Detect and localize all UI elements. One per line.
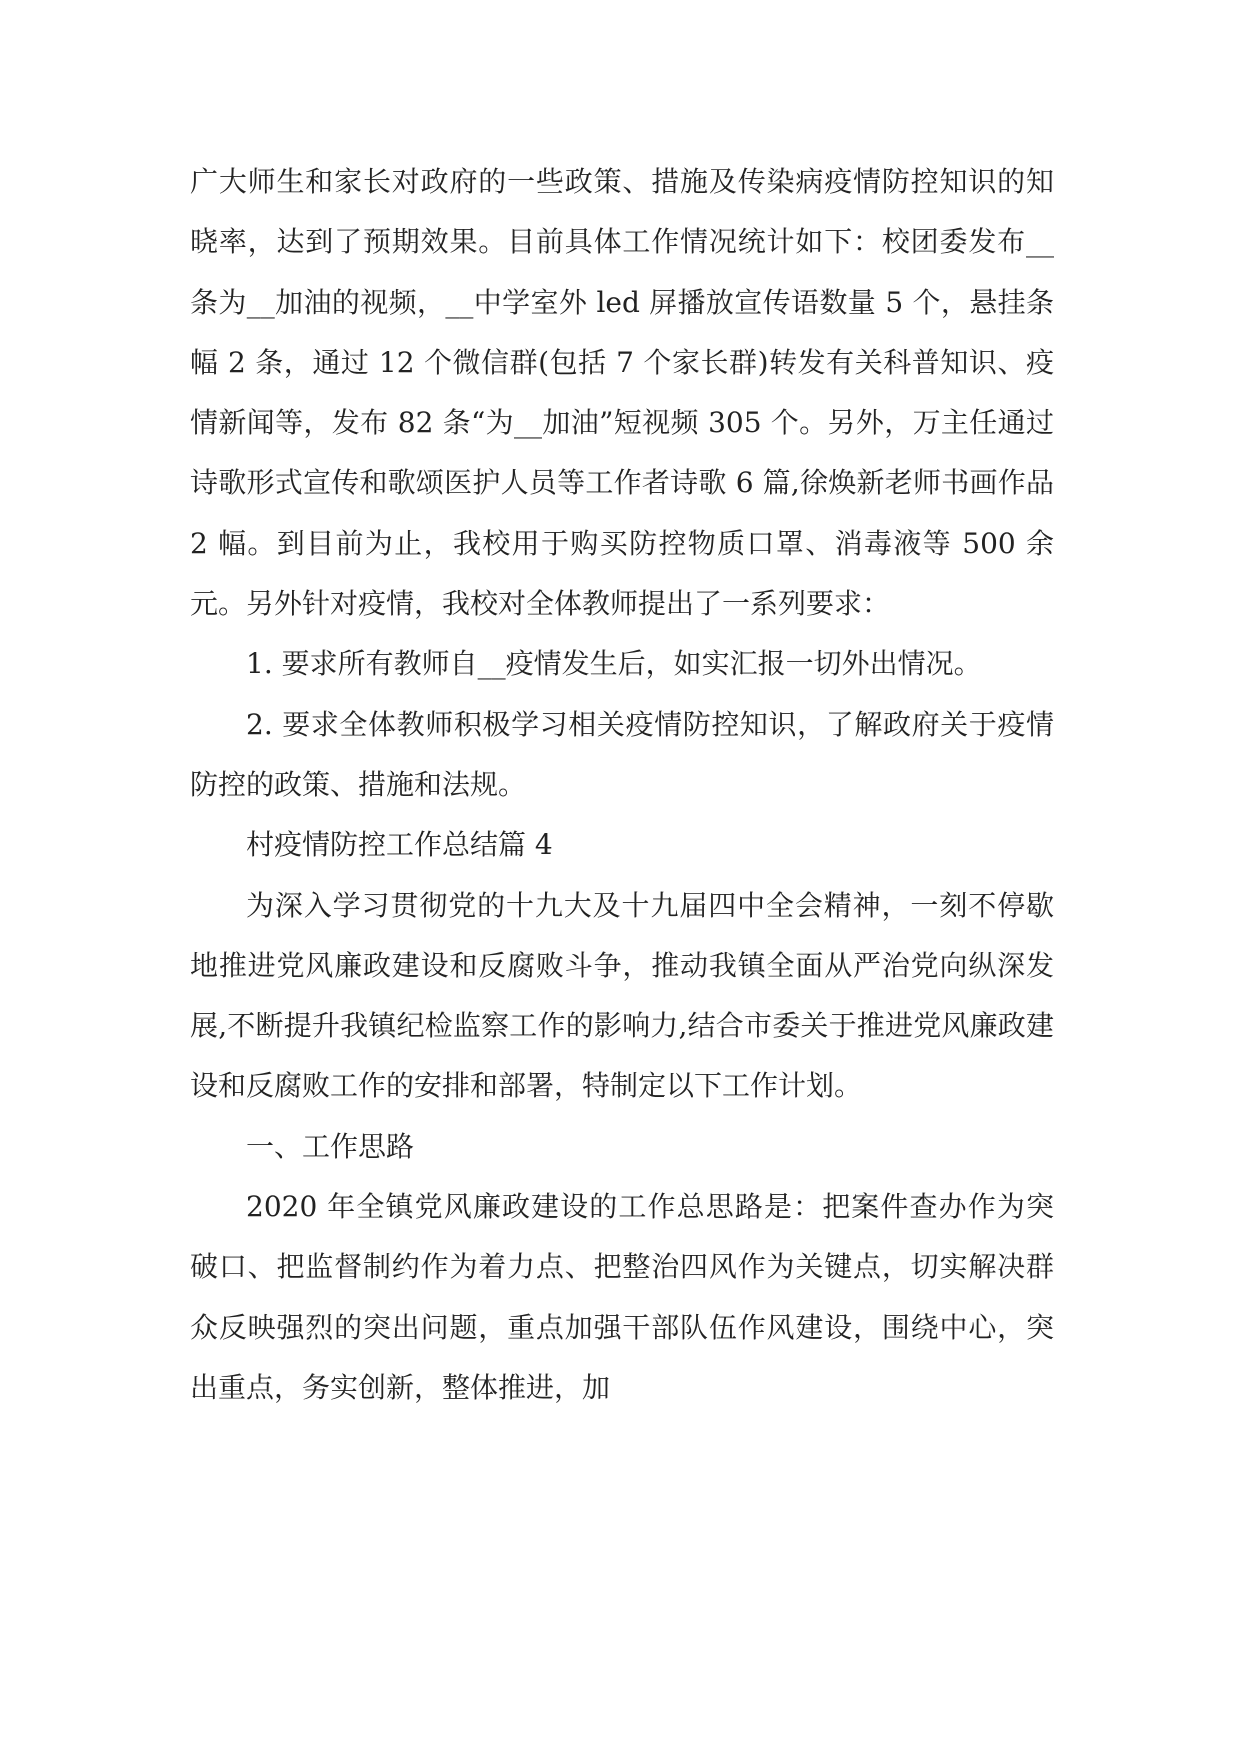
- section-title: 村疫情防控工作总结篇 4: [246, 828, 553, 862]
- paragraph-requirement-2: 2. 要求全体教师积极学习相关疫情防控知识，了解政府关于疫情防控的政策、措施和法规。: [190, 707, 1054, 801]
- document-page: [190, 152, 1054, 1418]
- paragraph-work-idea: 2020 年全镇党风廉政建设的工作总思路是：把案件查办作为突破口、把监督制约作为着力点、把整治四风作为关键点，切实解决群众反映强烈的突出问题，重点加强干部队伍作风建设，围绕中心，突出重点，务实创新，整体推进，加: [190, 1190, 1054, 1404]
- paragraph-statistics: 广大师生和家长对政府的一些政策、措施及传染病疫情防控知识的知晓率，达到了预期效果。目前具体工作情况统计如下：校团委发布__条为__加油的视频，__中学室外 led 屏播放宣传语数量 5 个，悬挂条幅 2 条，通过 12 个微信群(包括 7 个家长群)转发有关科普知识、疫情新闻等，发布 82 条“为__加油”短视频 305 个。另外，万主任通过诗歌形式宣传和歌颂医护人员等工作者诗歌 6 篇,徐焕新老师书画作品 2 幅。到目前为止，我校用于购买防控物质口罩、消毒液等 500 余元。另外针对疫情，我校对全体教师提出了一系列要求：: [190, 165, 1054, 621]
- heading-work-idea: 一、工作思路: [246, 1129, 415, 1163]
- paragraph-intro: 为深入学习贯彻党的十九大及十九届四中全会精神，一刻不停歇地推进党风廉政建设和反腐败斗争，推动我镇全面从严治党向纵深发展,不断提升我镇纪检监察工作的影响力,结合市委关于推进党风廉政建设和反腐败工作的安排和部署，特制定以下工作计划。: [190, 888, 1054, 1103]
- paragraph-requirement-1: 1. 要求所有教师自__疫情发生后，如实汇报一切外出情况。: [246, 647, 982, 681]
